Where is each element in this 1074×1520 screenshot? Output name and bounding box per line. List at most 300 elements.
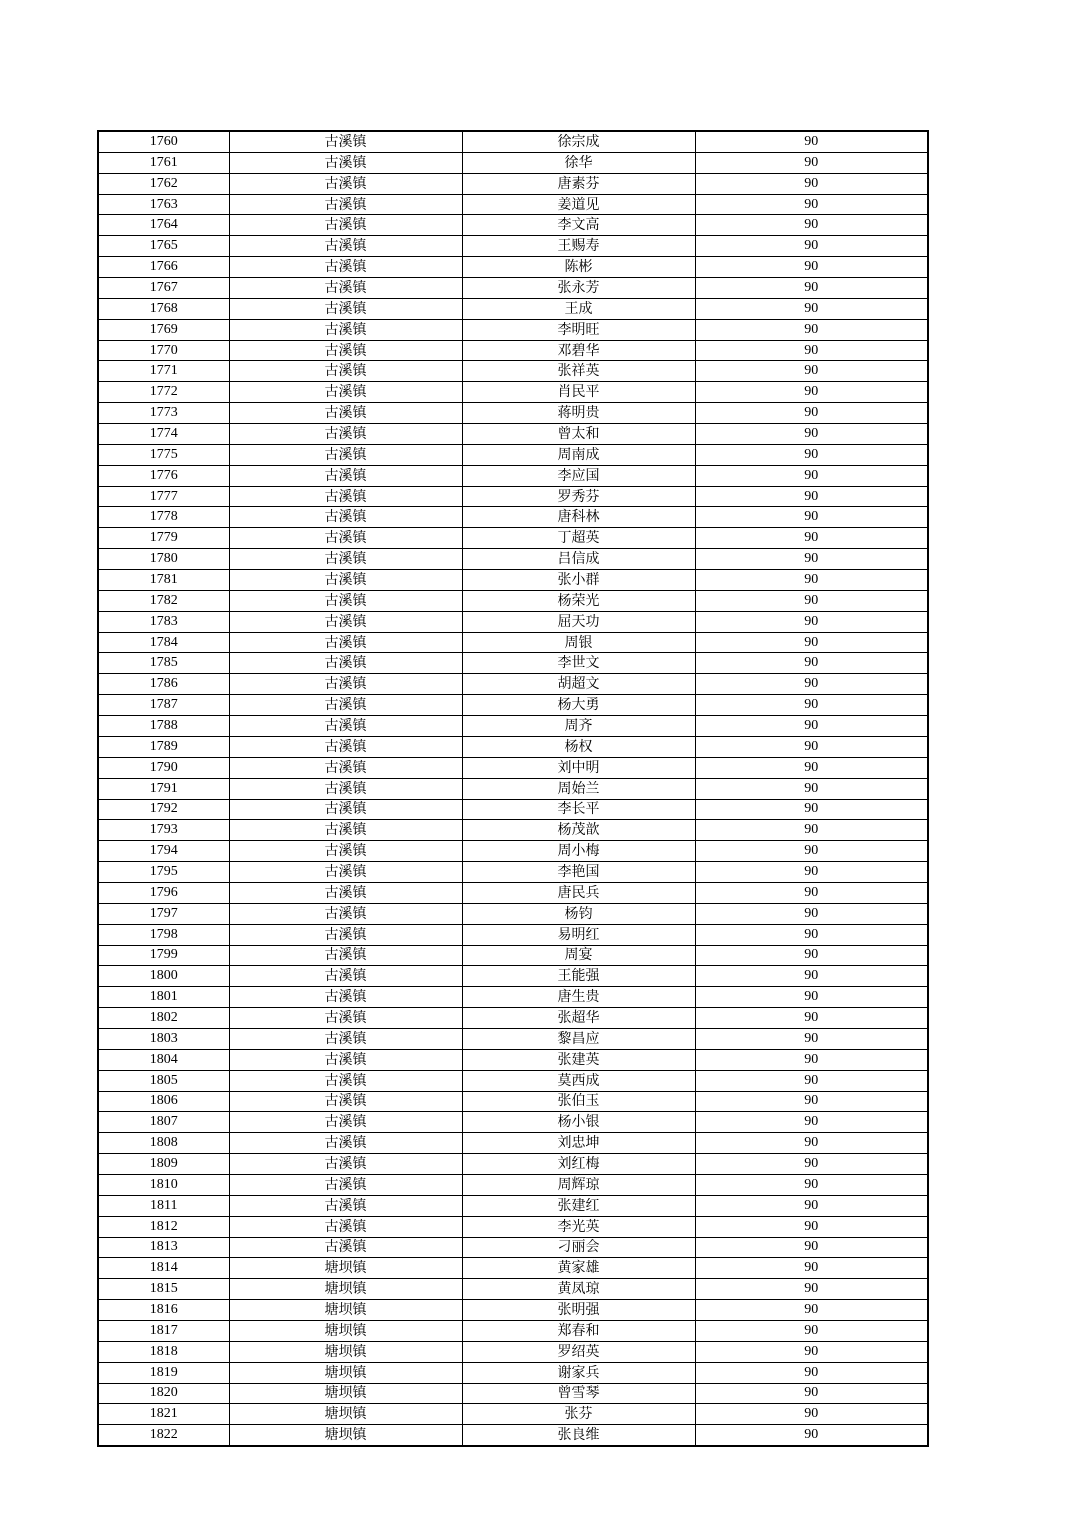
table-row bbox=[98, 382, 928, 403]
cell-name: 周始兰 bbox=[462, 778, 695, 799]
table-row bbox=[98, 778, 928, 799]
cell-name: 罗秀芬 bbox=[462, 486, 695, 507]
cell-score: 90 bbox=[695, 1237, 928, 1258]
cell-town: 古溪镇 bbox=[229, 528, 462, 549]
cell-name: 胡超文 bbox=[462, 674, 695, 695]
cell-name: 杨权 bbox=[462, 736, 695, 757]
cell-score: 90 bbox=[695, 528, 928, 549]
cell-town: 古溪镇 bbox=[229, 465, 462, 486]
cell-town: 古溪镇 bbox=[229, 152, 462, 173]
cell-town: 古溪镇 bbox=[229, 632, 462, 653]
cell-number: 1799 bbox=[98, 945, 229, 966]
cell-number: 1766 bbox=[98, 257, 229, 278]
table-row bbox=[98, 1237, 928, 1258]
cell-town: 古溪镇 bbox=[229, 1028, 462, 1049]
cell-score: 90 bbox=[695, 1008, 928, 1029]
table-row bbox=[98, 1091, 928, 1112]
cell-name: 徐华 bbox=[462, 152, 695, 173]
table-row bbox=[98, 882, 928, 903]
cell-number: 1770 bbox=[98, 340, 229, 361]
table-row bbox=[98, 1195, 928, 1216]
cell-number: 1818 bbox=[98, 1341, 229, 1362]
table-row bbox=[98, 1028, 928, 1049]
table-row bbox=[98, 444, 928, 465]
table-row bbox=[98, 1362, 928, 1383]
table-row bbox=[98, 486, 928, 507]
cell-number: 1775 bbox=[98, 444, 229, 465]
cell-name: 刘中明 bbox=[462, 757, 695, 778]
cell-town: 古溪镇 bbox=[229, 1237, 462, 1258]
cell-town: 古溪镇 bbox=[229, 570, 462, 591]
cell-score: 90 bbox=[695, 757, 928, 778]
cell-number: 1760 bbox=[98, 131, 229, 152]
cell-name: 杨钧 bbox=[462, 903, 695, 924]
cell-town: 古溪镇 bbox=[229, 486, 462, 507]
cell-town: 古溪镇 bbox=[229, 173, 462, 194]
cell-name: 王赐寿 bbox=[462, 236, 695, 257]
cell-number: 1805 bbox=[98, 1070, 229, 1091]
cell-name: 曾雪琴 bbox=[462, 1383, 695, 1404]
cell-number: 1776 bbox=[98, 465, 229, 486]
table-row bbox=[98, 1383, 928, 1404]
cell-score: 90 bbox=[695, 152, 928, 173]
cell-name: 莫西成 bbox=[462, 1070, 695, 1091]
cell-score: 90 bbox=[695, 632, 928, 653]
cell-score: 90 bbox=[695, 403, 928, 424]
cell-number: 1781 bbox=[98, 570, 229, 591]
cell-number: 1800 bbox=[98, 966, 229, 987]
cell-score: 90 bbox=[695, 1258, 928, 1279]
cell-number: 1778 bbox=[98, 507, 229, 528]
table-row bbox=[98, 298, 928, 319]
table-row bbox=[98, 903, 928, 924]
cell-name: 黄家雄 bbox=[462, 1258, 695, 1279]
cell-number: 1802 bbox=[98, 1008, 229, 1029]
cell-number: 1819 bbox=[98, 1362, 229, 1383]
cell-score: 90 bbox=[695, 1195, 928, 1216]
cell-name: 肖民平 bbox=[462, 382, 695, 403]
cell-town: 古溪镇 bbox=[229, 1133, 462, 1154]
cell-score: 90 bbox=[695, 1383, 928, 1404]
cell-name: 李长平 bbox=[462, 799, 695, 820]
table-row bbox=[98, 215, 928, 236]
cell-town: 塘坝镇 bbox=[229, 1404, 462, 1425]
cell-name: 杨荣光 bbox=[462, 590, 695, 611]
table-row bbox=[98, 361, 928, 382]
table-row bbox=[98, 528, 928, 549]
cell-name: 李文高 bbox=[462, 215, 695, 236]
cell-name: 杨茂歆 bbox=[462, 820, 695, 841]
cell-town: 古溪镇 bbox=[229, 987, 462, 1008]
table-row bbox=[98, 424, 928, 445]
cell-town: 古溪镇 bbox=[229, 841, 462, 862]
cell-score: 90 bbox=[695, 674, 928, 695]
table-row bbox=[98, 1070, 928, 1091]
cell-number: 1812 bbox=[98, 1216, 229, 1237]
cell-number: 1791 bbox=[98, 778, 229, 799]
table-row bbox=[98, 570, 928, 591]
cell-score: 90 bbox=[695, 862, 928, 883]
cell-name: 周宴 bbox=[462, 945, 695, 966]
cell-town: 古溪镇 bbox=[229, 424, 462, 445]
cell-town: 古溪镇 bbox=[229, 215, 462, 236]
cell-number: 1810 bbox=[98, 1174, 229, 1195]
cell-town: 古溪镇 bbox=[229, 924, 462, 945]
cell-score: 90 bbox=[695, 924, 928, 945]
cell-town: 塘坝镇 bbox=[229, 1300, 462, 1321]
cell-score: 90 bbox=[695, 1216, 928, 1237]
table-row bbox=[98, 590, 928, 611]
cell-town: 古溪镇 bbox=[229, 278, 462, 299]
table-row bbox=[98, 716, 928, 737]
cell-number: 1786 bbox=[98, 674, 229, 695]
cell-score: 90 bbox=[695, 319, 928, 340]
cell-name: 刘忠坤 bbox=[462, 1133, 695, 1154]
cell-number: 1795 bbox=[98, 862, 229, 883]
cell-number: 1764 bbox=[98, 215, 229, 236]
cell-number: 1811 bbox=[98, 1195, 229, 1216]
cell-name: 张伯玉 bbox=[462, 1091, 695, 1112]
cell-score: 90 bbox=[695, 1362, 928, 1383]
cell-score: 90 bbox=[695, 131, 928, 152]
data-table bbox=[97, 130, 929, 1447]
cell-number: 1790 bbox=[98, 757, 229, 778]
cell-town: 古溪镇 bbox=[229, 131, 462, 152]
cell-town: 古溪镇 bbox=[229, 319, 462, 340]
cell-name: 谢家兵 bbox=[462, 1362, 695, 1383]
cell-number: 1804 bbox=[98, 1049, 229, 1070]
cell-town: 古溪镇 bbox=[229, 778, 462, 799]
cell-number: 1769 bbox=[98, 319, 229, 340]
cell-town: 古溪镇 bbox=[229, 236, 462, 257]
cell-name: 杨大勇 bbox=[462, 695, 695, 716]
cell-score: 90 bbox=[695, 340, 928, 361]
cell-number: 1822 bbox=[98, 1425, 229, 1446]
cell-name: 黎昌应 bbox=[462, 1028, 695, 1049]
cell-town: 古溪镇 bbox=[229, 799, 462, 820]
cell-name: 丁超英 bbox=[462, 528, 695, 549]
table-row bbox=[98, 1341, 928, 1362]
table-row bbox=[98, 1320, 928, 1341]
cell-score: 90 bbox=[695, 1091, 928, 1112]
cell-number: 1820 bbox=[98, 1383, 229, 1404]
cell-score: 90 bbox=[695, 966, 928, 987]
table-row bbox=[98, 820, 928, 841]
table-row bbox=[98, 987, 928, 1008]
table-row bbox=[98, 1258, 928, 1279]
cell-town: 古溪镇 bbox=[229, 444, 462, 465]
table-row bbox=[98, 1404, 928, 1425]
table-row bbox=[98, 278, 928, 299]
table-row bbox=[98, 194, 928, 215]
table-row bbox=[98, 131, 928, 152]
cell-score: 90 bbox=[695, 903, 928, 924]
table-row bbox=[98, 1154, 928, 1175]
cell-number: 1780 bbox=[98, 549, 229, 570]
cell-number: 1798 bbox=[98, 924, 229, 945]
cell-town: 古溪镇 bbox=[229, 1174, 462, 1195]
table-row bbox=[98, 403, 928, 424]
cell-town: 古溪镇 bbox=[229, 882, 462, 903]
cell-name: 张芬 bbox=[462, 1404, 695, 1425]
cell-town: 塘坝镇 bbox=[229, 1341, 462, 1362]
cell-score: 90 bbox=[695, 257, 928, 278]
cell-score: 90 bbox=[695, 716, 928, 737]
cell-number: 1768 bbox=[98, 298, 229, 319]
cell-score: 90 bbox=[695, 424, 928, 445]
cell-score: 90 bbox=[695, 465, 928, 486]
cell-number: 1762 bbox=[98, 173, 229, 194]
cell-name: 郑春和 bbox=[462, 1320, 695, 1341]
cell-score: 90 bbox=[695, 799, 928, 820]
table-row bbox=[98, 632, 928, 653]
cell-town: 古溪镇 bbox=[229, 1216, 462, 1237]
cell-town: 古溪镇 bbox=[229, 653, 462, 674]
table-row bbox=[98, 1174, 928, 1195]
cell-score: 90 bbox=[695, 173, 928, 194]
table-row bbox=[98, 236, 928, 257]
cell-town: 古溪镇 bbox=[229, 1049, 462, 1070]
cell-name: 姜道见 bbox=[462, 194, 695, 215]
cell-name: 李应国 bbox=[462, 465, 695, 486]
cell-score: 90 bbox=[695, 570, 928, 591]
cell-town: 古溪镇 bbox=[229, 674, 462, 695]
cell-number: 1809 bbox=[98, 1154, 229, 1175]
cell-name: 陈彬 bbox=[462, 257, 695, 278]
cell-name: 王成 bbox=[462, 298, 695, 319]
cell-score: 90 bbox=[695, 236, 928, 257]
cell-number: 1774 bbox=[98, 424, 229, 445]
table-row bbox=[98, 257, 928, 278]
cell-name: 屈天功 bbox=[462, 611, 695, 632]
cell-name: 张祥英 bbox=[462, 361, 695, 382]
table-row bbox=[98, 1049, 928, 1070]
cell-town: 古溪镇 bbox=[229, 611, 462, 632]
cell-town: 古溪镇 bbox=[229, 903, 462, 924]
cell-town: 古溪镇 bbox=[229, 340, 462, 361]
table-row bbox=[98, 507, 928, 528]
table-row bbox=[98, 924, 928, 945]
cell-number: 1777 bbox=[98, 486, 229, 507]
cell-number: 1789 bbox=[98, 736, 229, 757]
cell-score: 90 bbox=[695, 1404, 928, 1425]
cell-town: 古溪镇 bbox=[229, 1112, 462, 1133]
cell-score: 90 bbox=[695, 1279, 928, 1300]
cell-number: 1782 bbox=[98, 590, 229, 611]
cell-number: 1771 bbox=[98, 361, 229, 382]
cell-number: 1792 bbox=[98, 799, 229, 820]
cell-score: 90 bbox=[695, 444, 928, 465]
cell-number: 1817 bbox=[98, 1320, 229, 1341]
table-row bbox=[98, 319, 928, 340]
cell-name: 张小群 bbox=[462, 570, 695, 591]
cell-town: 古溪镇 bbox=[229, 194, 462, 215]
cell-score: 90 bbox=[695, 298, 928, 319]
cell-name: 李光英 bbox=[462, 1216, 695, 1237]
cell-number: 1816 bbox=[98, 1300, 229, 1321]
cell-number: 1779 bbox=[98, 528, 229, 549]
cell-number: 1803 bbox=[98, 1028, 229, 1049]
cell-town: 塘坝镇 bbox=[229, 1320, 462, 1341]
cell-score: 90 bbox=[695, 1425, 928, 1446]
cell-number: 1794 bbox=[98, 841, 229, 862]
cell-score: 90 bbox=[695, 382, 928, 403]
table-row bbox=[98, 862, 928, 883]
cell-town: 古溪镇 bbox=[229, 382, 462, 403]
table-row bbox=[98, 1216, 928, 1237]
cell-name: 蒋明贵 bbox=[462, 403, 695, 424]
cell-name: 曾太和 bbox=[462, 424, 695, 445]
cell-score: 90 bbox=[695, 215, 928, 236]
cell-name: 吕信成 bbox=[462, 549, 695, 570]
cell-name: 唐素芬 bbox=[462, 173, 695, 194]
cell-town: 古溪镇 bbox=[229, 298, 462, 319]
cell-name: 张建英 bbox=[462, 1049, 695, 1070]
table-row bbox=[98, 549, 928, 570]
cell-town: 塘坝镇 bbox=[229, 1362, 462, 1383]
cell-name: 刘红梅 bbox=[462, 1154, 695, 1175]
cell-town: 古溪镇 bbox=[229, 507, 462, 528]
cell-town: 古溪镇 bbox=[229, 590, 462, 611]
cell-town: 古溪镇 bbox=[229, 862, 462, 883]
table-row bbox=[98, 465, 928, 486]
table-row bbox=[98, 1425, 928, 1446]
cell-score: 90 bbox=[695, 882, 928, 903]
cell-name: 李艳国 bbox=[462, 862, 695, 883]
cell-name: 邓碧华 bbox=[462, 340, 695, 361]
cell-number: 1806 bbox=[98, 1091, 229, 1112]
table-row bbox=[98, 966, 928, 987]
cell-name: 唐民兵 bbox=[462, 882, 695, 903]
cell-name: 李明旺 bbox=[462, 319, 695, 340]
cell-town: 古溪镇 bbox=[229, 1195, 462, 1216]
cell-number: 1783 bbox=[98, 611, 229, 632]
table-row bbox=[98, 736, 928, 757]
cell-town: 古溪镇 bbox=[229, 966, 462, 987]
cell-number: 1793 bbox=[98, 820, 229, 841]
cell-number: 1815 bbox=[98, 1279, 229, 1300]
cell-town: 古溪镇 bbox=[229, 1091, 462, 1112]
cell-score: 90 bbox=[695, 590, 928, 611]
cell-number: 1821 bbox=[98, 1404, 229, 1425]
cell-name: 周小梅 bbox=[462, 841, 695, 862]
cell-score: 90 bbox=[695, 736, 928, 757]
table-row bbox=[98, 841, 928, 862]
table-row bbox=[98, 674, 928, 695]
cell-score: 90 bbox=[695, 1300, 928, 1321]
cell-number: 1813 bbox=[98, 1237, 229, 1258]
cell-town: 古溪镇 bbox=[229, 1008, 462, 1029]
cell-score: 90 bbox=[695, 278, 928, 299]
cell-score: 90 bbox=[695, 611, 928, 632]
cell-score: 90 bbox=[695, 653, 928, 674]
cell-number: 1796 bbox=[98, 882, 229, 903]
cell-number: 1797 bbox=[98, 903, 229, 924]
cell-town: 古溪镇 bbox=[229, 757, 462, 778]
cell-town: 塘坝镇 bbox=[229, 1258, 462, 1279]
cell-town: 古溪镇 bbox=[229, 820, 462, 841]
cell-town: 古溪镇 bbox=[229, 945, 462, 966]
cell-name: 周银 bbox=[462, 632, 695, 653]
cell-number: 1801 bbox=[98, 987, 229, 1008]
table-row bbox=[98, 1008, 928, 1029]
cell-score: 90 bbox=[695, 778, 928, 799]
table-row bbox=[98, 611, 928, 632]
cell-score: 90 bbox=[695, 1070, 928, 1091]
cell-name: 张良维 bbox=[462, 1425, 695, 1446]
table-row bbox=[98, 1112, 928, 1133]
cell-name: 张明强 bbox=[462, 1300, 695, 1321]
cell-town: 古溪镇 bbox=[229, 695, 462, 716]
cell-score: 90 bbox=[695, 1028, 928, 1049]
cell-name: 张超华 bbox=[462, 1008, 695, 1029]
cell-town: 塘坝镇 bbox=[229, 1279, 462, 1300]
cell-town: 古溪镇 bbox=[229, 716, 462, 737]
cell-number: 1767 bbox=[98, 278, 229, 299]
cell-town: 古溪镇 bbox=[229, 736, 462, 757]
cell-name: 张建红 bbox=[462, 1195, 695, 1216]
cell-name: 张永芳 bbox=[462, 278, 695, 299]
cell-score: 90 bbox=[695, 1320, 928, 1341]
cell-score: 90 bbox=[695, 486, 928, 507]
cell-score: 90 bbox=[695, 1133, 928, 1154]
cell-town: 古溪镇 bbox=[229, 1154, 462, 1175]
cell-name: 杨小银 bbox=[462, 1112, 695, 1133]
table-row bbox=[98, 799, 928, 820]
cell-score: 90 bbox=[695, 1341, 928, 1362]
cell-score: 90 bbox=[695, 361, 928, 382]
cell-score: 90 bbox=[695, 841, 928, 862]
cell-town: 塘坝镇 bbox=[229, 1425, 462, 1446]
cell-score: 90 bbox=[695, 194, 928, 215]
table-row bbox=[98, 1279, 928, 1300]
cell-number: 1761 bbox=[98, 152, 229, 173]
cell-number: 1785 bbox=[98, 653, 229, 674]
cell-name: 罗绍英 bbox=[462, 1341, 695, 1362]
cell-name: 唐科林 bbox=[462, 507, 695, 528]
cell-score: 90 bbox=[695, 507, 928, 528]
cell-name: 黄凤琼 bbox=[462, 1279, 695, 1300]
cell-score: 90 bbox=[695, 820, 928, 841]
cell-number: 1763 bbox=[98, 194, 229, 215]
table-row bbox=[98, 653, 928, 674]
cell-score: 90 bbox=[695, 1174, 928, 1195]
cell-name: 徐宗成 bbox=[462, 131, 695, 152]
cell-name: 李世文 bbox=[462, 653, 695, 674]
cell-number: 1787 bbox=[98, 695, 229, 716]
cell-score: 90 bbox=[695, 1049, 928, 1070]
cell-number: 1765 bbox=[98, 236, 229, 257]
cell-number: 1808 bbox=[98, 1133, 229, 1154]
cell-town: 塘坝镇 bbox=[229, 1383, 462, 1404]
cell-score: 90 bbox=[695, 987, 928, 1008]
cell-town: 古溪镇 bbox=[229, 1070, 462, 1091]
cell-score: 90 bbox=[695, 945, 928, 966]
table-row bbox=[98, 340, 928, 361]
table-row bbox=[98, 945, 928, 966]
table-body bbox=[98, 131, 928, 1446]
cell-town: 古溪镇 bbox=[229, 403, 462, 424]
cell-score: 90 bbox=[695, 1112, 928, 1133]
cell-name: 周齐 bbox=[462, 716, 695, 737]
cell-name: 唐生贵 bbox=[462, 987, 695, 1008]
cell-name: 王能强 bbox=[462, 966, 695, 987]
cell-number: 1773 bbox=[98, 403, 229, 424]
cell-number: 1788 bbox=[98, 716, 229, 737]
cell-town: 古溪镇 bbox=[229, 549, 462, 570]
table-row bbox=[98, 695, 928, 716]
cell-number: 1807 bbox=[98, 1112, 229, 1133]
